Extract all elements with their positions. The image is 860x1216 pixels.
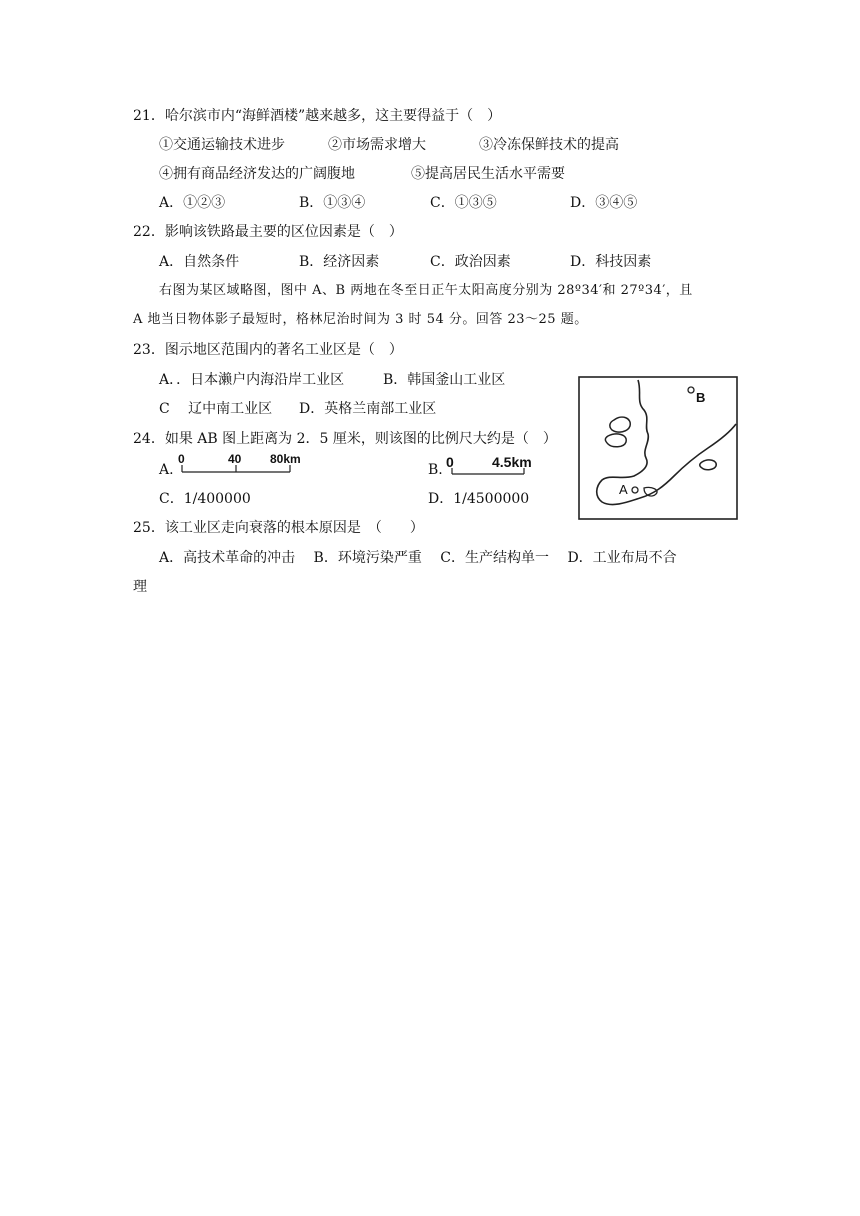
map-label-a: A	[619, 482, 628, 497]
map-drawing	[578, 376, 738, 520]
q23-option-d: D．英格兰南部工业区	[299, 401, 437, 417]
q21-option-d: D．③④⑤	[570, 195, 638, 211]
q24-scale-bar-b	[444, 452, 554, 480]
q21-stem: 21．哈尔滨市内“海鲜酒楼”越来越多，这主要得益于（ ）	[133, 108, 502, 124]
q22-stem: 22．影响该铁路最主要的区位因素是（ ）	[133, 224, 403, 240]
scale-b-ruler	[444, 452, 554, 480]
q21-item-4: ④拥有商品经济发达的广阔腹地	[159, 166, 355, 182]
q25-options: A．高技术革命的冲击 B．环境污染严重 C．生产结构单一 D．工业布局不合	[159, 550, 677, 566]
q25-stem: 25．该工业区走向衰落的根本原因是 （ ）	[133, 520, 424, 536]
q21-item-2: ②市场需求增大	[328, 137, 426, 153]
q25-options-wrap: 理	[133, 579, 147, 595]
scale-a-ruler	[178, 452, 298, 480]
q21-item-5: ⑤提高居民生活水平需要	[411, 166, 565, 182]
q24-option-d: D．1/4500000	[428, 491, 530, 507]
q23-option-b: B．韩国釜山工业区	[383, 372, 506, 388]
q24-option-c: C．1/400000	[159, 491, 251, 507]
intro-line-2: A 地当日物体影子最短时，格林尼治时间为 3 时 54 分。回答 23～25 题。	[133, 312, 588, 327]
q21-item-3: ③冷冻保鲜技术的提高	[479, 137, 619, 153]
q21-option-a: A．①②③	[159, 195, 226, 211]
q24-option-b-label: B.	[428, 462, 443, 478]
scale-b-zero: 0	[446, 454, 454, 470]
scale-a-end: 80km	[270, 452, 301, 466]
q23-option-c: C 辽中南工业区	[159, 401, 273, 417]
q24-stem: 24．如果 AB 图上距离为 2．5 厘米，则该图的比例尺大约是（ ）	[133, 431, 557, 447]
q21-item-1: ①交通运输技术进步	[159, 137, 285, 153]
map-label-b: B	[696, 390, 706, 405]
q22-option-c: C．政治因素	[430, 254, 511, 270]
scale-b-end: 4.5km	[492, 454, 532, 470]
q22-option-b: B．经济因素	[299, 254, 380, 270]
region-sketch-map	[578, 376, 738, 520]
q21-option-b: B．①③④	[299, 195, 366, 211]
intro-line-1: 右图为某区域略图，图中 A、B 两地在冬至日正午太阳高度分别为 28º34′和 27º34′，且	[159, 283, 693, 298]
q24-scale-bar-a	[178, 452, 301, 480]
q23-option-a: A．．日本濑户内海沿岸工业区	[159, 372, 345, 388]
q22-option-d: D．科技因素	[570, 254, 652, 270]
scale-a-zero: 0	[178, 452, 185, 466]
scale-a-mid: 40	[228, 452, 242, 466]
q22-option-a: A．自然条件	[159, 254, 240, 270]
q21-option-c: C．①③⑤	[430, 195, 497, 211]
q23-stem: 23．图示地区范围内的著名工业区是（ ）	[133, 342, 403, 358]
q24-option-a-label: A.	[159, 462, 174, 478]
